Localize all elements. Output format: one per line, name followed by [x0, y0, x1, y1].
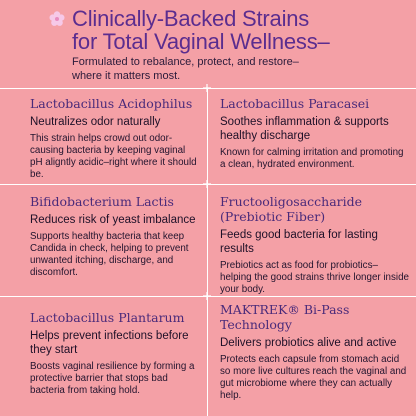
page-subtitle: [72, 55, 392, 83]
strain-benefit: Delivers probiotics alive and active: [220, 337, 397, 349]
page-subtitle-line-2: where it matters most.: [72, 70, 181, 82]
header: [0, 0, 416, 86]
strain-benefit: Feeds good bacteria for lasting results: [220, 229, 378, 255]
strain-title: Lactobacillus Acidophilus: [30, 96, 193, 111]
strain-description: This strain helps crowd out odor-causing bacteria by keeping vaginal pH aligntly acidic–right where it should be.: [30, 133, 197, 180]
page-title: [72, 7, 402, 53]
strain-benefit: Neutralizes odor naturally: [30, 116, 161, 128]
strain-title: Bifidobacterium Lactis: [30, 194, 174, 209]
plus-mark-icon: [203, 180, 211, 188]
strain-description: Prebiotics act as food for probiotics– helping the good strains thrive longer inside your body.: [220, 260, 409, 295]
strain-title: Lactobacillus Plantarum: [30, 310, 185, 325]
strain-description: Protects each capsule from stomach acid so more live cultures reach the vaginal and gut microbiome where they can actually help.: [220, 354, 407, 401]
strain-benefit: Helps prevent infections before they start: [30, 330, 189, 356]
strain-title: MAKTREK® Bi-Pass Technology: [220, 302, 350, 332]
plus-mark-icon: [203, 84, 211, 92]
strain-card-fructooligosaccharide: [208, 194, 416, 296]
strain-card-bifidobacterium: [0, 194, 207, 279]
page-title-line-1: Clinically-Backed Strains: [72, 6, 310, 31]
strain-benefit: Soothes inflammation & supports healthy discharge: [220, 116, 389, 142]
strain-title: Lactobacillus Paracasei: [220, 96, 370, 111]
page-title-line-2: for Total Vaginal Wellness–: [72, 29, 330, 54]
strain-description: Boosts vaginal resilience by forming a protective barrier that stops bad bacteria from taking hold.: [30, 361, 195, 396]
strain-card-plantarum: [0, 310, 207, 397]
strain-card-paracasei: [208, 96, 416, 171]
strain-benefit: Reduces risk of yeast imbalance: [30, 214, 196, 226]
strain-description: Supports healthy bacteria that keep Candida in check, helping to prevent unwanted itching, discharge, and discomfort.: [30, 231, 189, 278]
strain-description: Known for calming irritation and promoting a clean, hydrated environment.: [220, 147, 404, 170]
strain-card-maktrek: [208, 302, 416, 402]
page-subtitle-line-1: Formulated to rebalance, protect, and restore–: [72, 56, 299, 68]
flower-icon: [48, 10, 66, 28]
strain-card-acidophilus: [0, 96, 207, 181]
strain-title: Fructooligosaccharide (Prebiotic Fiber): [220, 194, 363, 224]
strain-grid: [0, 88, 416, 416]
